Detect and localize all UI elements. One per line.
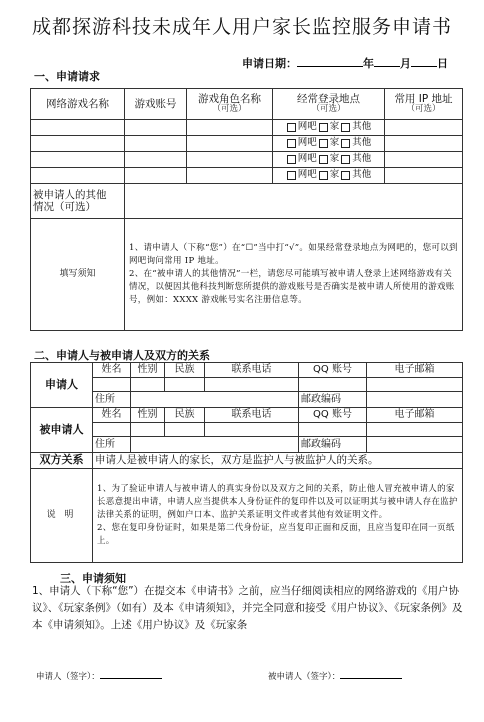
postal-label: 邮政编码 xyxy=(299,437,367,453)
col-qq: QQ 账号 xyxy=(299,363,367,378)
checkbox-icon[interactable] xyxy=(287,139,296,148)
address-label: 住所 xyxy=(93,392,131,408)
header-location: 经常登录地点 （可选） xyxy=(273,89,385,120)
checkbox-icon[interactable] xyxy=(319,155,328,164)
game-name-cell[interactable] xyxy=(31,136,125,152)
date-year-blank[interactable] xyxy=(297,56,363,67)
respondent-address-row xyxy=(31,437,463,453)
respondent-signature xyxy=(268,670,402,682)
applicant-signature-blank[interactable] xyxy=(100,670,162,679)
location-options: 网吧 家 其他 xyxy=(273,136,385,152)
checkbox-icon[interactable] xyxy=(341,123,350,132)
other-info-row xyxy=(31,184,463,219)
ip-cell[interactable] xyxy=(385,120,463,136)
role-name-cell[interactable] xyxy=(187,136,273,152)
checkbox-icon[interactable] xyxy=(287,123,296,132)
respondent-name-field[interactable] xyxy=(93,423,131,437)
relation-row xyxy=(31,453,463,469)
respondent-gender-field[interactable] xyxy=(131,423,165,437)
account-cell[interactable] xyxy=(125,168,187,184)
ip-cell[interactable] xyxy=(385,152,463,168)
date-day-label: 日 xyxy=(437,57,448,70)
col-phone: 联系电话 xyxy=(205,408,299,423)
applicant-address-field[interactable] xyxy=(131,392,299,408)
table-row xyxy=(31,168,463,184)
respondent-qq-field[interactable] xyxy=(299,423,367,437)
respondent-input-row xyxy=(31,423,463,437)
date-year-label: 年 xyxy=(363,57,374,70)
checkbox-icon[interactable] xyxy=(341,171,350,180)
header-ip: 常用 IP 地址 （可选） xyxy=(385,89,463,120)
section3-title: 三、申请须知 xyxy=(60,572,126,585)
header-game-name: 网络游戏名称 xyxy=(31,89,125,120)
col-ethnic: 民族 xyxy=(165,363,205,378)
date-month-label: 月 xyxy=(400,57,411,70)
checkbox-icon[interactable] xyxy=(319,171,328,180)
ip-cell[interactable] xyxy=(385,168,463,184)
applicant-signature xyxy=(36,670,162,682)
col-name: 姓名 xyxy=(93,363,131,378)
game-name-cell[interactable] xyxy=(31,168,125,184)
other-info-field[interactable] xyxy=(125,184,463,219)
respondent-email-field[interactable] xyxy=(367,423,463,437)
document-title: 成都探游科技未成年人用户家长监控服务申请书 xyxy=(31,16,452,38)
address-label: 住所 xyxy=(93,437,131,453)
applicant-qq-field[interactable] xyxy=(299,378,367,392)
applicant-ethnic-field[interactable] xyxy=(165,378,205,392)
col-name: 姓名 xyxy=(93,408,131,423)
account-cell[interactable] xyxy=(125,152,187,168)
checkbox-icon[interactable] xyxy=(341,155,350,164)
applicant-email-field[interactable] xyxy=(367,378,463,392)
respondent-header-row xyxy=(31,408,463,423)
application-date xyxy=(242,55,448,71)
col-qq: QQ 账号 xyxy=(299,408,367,423)
applicant-name-field[interactable] xyxy=(93,378,131,392)
notes-content: 1、请申请人（下称“您”）在“☐”当中打“√”。如果经常登录地点为网吧的，您可以到网吧询问常用 IP 地址。 2、在“被申请人的其他情况”一栏，请您尽可能填写被申请人登录上述网络游戏有关情况，以便因其他科技判断您所提供的游戏账号是否确实是被申请人所使用的游戏账号，例如：XXXX 游戏帐号实名注册信息等。 xyxy=(125,219,463,331)
applicant-address-row xyxy=(31,392,463,408)
explain-content: 1、为了验证申请人与被申请人的真实身份以及双方之间的关系，防止他人冒充被申请人的家长恶意提出申请，申请人应当提供本人身份证件的复印件以及可以证明其与被申请人存在监护法律关系的证明，例如户口本、监护关系证明文件或者其他有效证明文件。 2、您在复印身份证时，如果是第二代身份证，应当复印正面和反面，且应当复印在同一页纸上。 xyxy=(93,469,463,563)
applicant-input-row xyxy=(31,378,463,392)
checkbox-icon[interactable] xyxy=(287,155,296,164)
request-table xyxy=(30,88,463,331)
ip-cell[interactable] xyxy=(385,136,463,152)
date-month-blank[interactable] xyxy=(374,56,400,67)
checkbox-icon[interactable] xyxy=(319,123,328,132)
respondent-phone-field[interactable] xyxy=(205,423,299,437)
notes-label: 填写须知 xyxy=(31,219,125,331)
col-email: 电子邮箱 xyxy=(367,408,463,423)
applicant-postal-field[interactable] xyxy=(367,392,463,408)
header-role-name: 游戏角色名称 （可选） xyxy=(187,89,273,120)
table-row xyxy=(31,136,463,152)
respondent-postal-field[interactable] xyxy=(367,437,463,453)
role-name-cell[interactable] xyxy=(187,168,273,184)
respondent-label: 被申请人 xyxy=(31,408,93,453)
postal-label: 邮政编码 xyxy=(299,392,367,408)
explain-row xyxy=(31,469,463,563)
game-name-cell[interactable] xyxy=(31,120,125,136)
other-info-label: 被申请人的其他 情况（可选） xyxy=(31,184,125,219)
notes-row xyxy=(31,219,463,331)
table-row xyxy=(31,152,463,168)
account-cell[interactable] xyxy=(125,120,187,136)
relation-table xyxy=(30,362,463,563)
notice-paragraph: 1、申请人（下称“您”）在提交本《申请书》之前，应当仔细阅读相应的网络游戏的《用户协议》、《玩家条例》（如有）及本《申请须知》，并完全同意和接受《用户协议》、《玩家条例》及本《申请须知》。上述《用户协议》及《玩家条 xyxy=(32,585,463,631)
account-cell[interactable] xyxy=(125,136,187,152)
role-name-cell[interactable] xyxy=(187,120,273,136)
role-name-cell[interactable] xyxy=(187,152,273,168)
respondent-address-field[interactable] xyxy=(131,437,299,453)
section1-title: 一、申请请求 xyxy=(34,70,100,83)
col-ethnic: 民族 xyxy=(165,408,205,423)
header-account: 游戏账号 xyxy=(125,89,187,120)
applicant-signature-label: 申请人（签字）： xyxy=(36,672,100,682)
respondent-ethnic-field[interactable] xyxy=(165,423,205,437)
relation-label: 双方关系 xyxy=(31,453,93,469)
col-gender: 性别 xyxy=(131,408,165,423)
applicant-label: 申请人 xyxy=(31,363,93,408)
respondent-signature-label: 被申请人（签字）： xyxy=(268,672,341,682)
col-email: 电子邮箱 xyxy=(367,363,463,378)
date-label: 申请日期： xyxy=(242,57,297,70)
date-day-blank[interactable] xyxy=(411,56,437,67)
col-gender: 性别 xyxy=(131,363,165,378)
relation-text: 申请人是被申请人的家长，双方是监护人与被监护人的关系。 xyxy=(93,453,463,469)
request-header-row xyxy=(31,89,463,120)
location-options: 网吧 家 其他 xyxy=(273,168,385,184)
game-name-cell[interactable] xyxy=(31,152,125,168)
col-phone: 联系电话 xyxy=(205,363,299,378)
checkbox-icon[interactable] xyxy=(319,139,328,148)
section2-title: 二、申请人与被申请人及双方的关系 xyxy=(34,349,210,362)
respondent-signature-blank[interactable] xyxy=(340,670,402,679)
location-options: 网吧 家 其他 xyxy=(273,152,385,168)
explain-label: 说 明 xyxy=(31,469,93,563)
applicant-gender-field[interactable] xyxy=(131,378,165,392)
applicant-header-row xyxy=(31,363,463,378)
location-options: 网吧 家 其他 xyxy=(273,120,385,136)
applicant-phone-field[interactable] xyxy=(205,378,299,392)
table-row xyxy=(31,120,463,136)
checkbox-icon[interactable] xyxy=(287,171,296,180)
checkbox-icon[interactable] xyxy=(341,139,350,148)
